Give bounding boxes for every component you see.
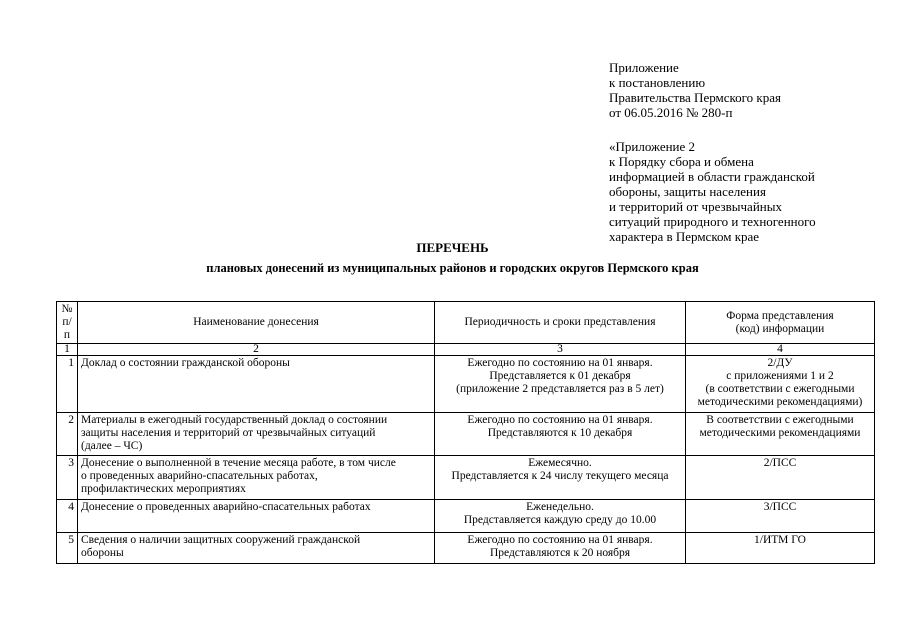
cell-line: В соответствии с ежегодными	[706, 414, 854, 426]
row-num: 5	[57, 533, 78, 564]
column-number: 3	[435, 344, 686, 356]
table-row	[57, 533, 875, 564]
cell-line: обороны	[81, 547, 124, 559]
header-num	[57, 302, 78, 344]
column-number: 1	[57, 344, 78, 356]
appendix-line: к Порядку сбора и обмена	[609, 154, 754, 169]
row-period	[435, 413, 686, 456]
cell-line: с приложениями 1 и 2	[726, 370, 834, 382]
cell-line: Представляется к 24 числу текущего месяца	[451, 470, 669, 482]
header-form	[686, 302, 875, 344]
cell-line: Представляется к 01 декабря	[489, 370, 631, 382]
cell-line: Представляются к 20 ноября	[489, 547, 631, 559]
table-row	[57, 413, 875, 456]
row-name	[78, 413, 435, 456]
header-text: (код) информации	[735, 322, 825, 335]
row-form	[686, 500, 875, 533]
cell-line: (приложение 2 представляется раз в 5 лет)	[456, 383, 664, 395]
document-title: ПЕРЕЧЕНЬ	[416, 240, 489, 255]
row-name	[78, 533, 435, 564]
cell-line: Донесение о проведенных аварийно-спасательных работах	[81, 501, 371, 513]
cell-line: Ежегодно по состоянию на 01 января.	[467, 534, 653, 546]
row-form	[686, 356, 875, 413]
row-name	[78, 456, 435, 500]
table-row	[57, 500, 875, 533]
appendix-line: и территорий от чрезвычайных	[609, 199, 782, 214]
cell-line: (в соответствии с ежегодными	[705, 383, 855, 395]
header-text: №	[61, 303, 73, 315]
row-form	[686, 456, 875, 500]
header-text: Форма представления	[726, 309, 834, 322]
table-header-row	[57, 302, 875, 344]
cell-line: защиты населения и территорий от чрезвычайных ситуаций	[81, 427, 376, 439]
cell-line: 2/ПСС	[763, 457, 797, 469]
appendix-line: «Приложение 2	[609, 139, 696, 154]
row-num: 2	[57, 413, 78, 456]
appendix-line: Приложение	[609, 60, 679, 75]
row-form	[686, 413, 875, 456]
row-name	[78, 500, 435, 533]
row-period	[435, 533, 686, 564]
cell-line: Ежегодно по состоянию на 01 января.	[467, 357, 653, 369]
appendix-line: к постановлению	[609, 75, 706, 90]
header-text: п/п	[62, 316, 72, 341]
reports-table	[56, 301, 875, 564]
cell-line: Ежегодно по состоянию на 01 января.	[467, 414, 653, 426]
cell-line: Доклад о состоянии гражданской обороны	[81, 357, 290, 369]
cell-line: 3/ПСС	[763, 501, 797, 513]
cell-line: 1/ИТМ ГО	[754, 534, 806, 546]
column-number: 2	[78, 344, 435, 356]
cell-line: Сведения о наличии защитных сооружений гражданской	[81, 534, 361, 546]
cell-line: о проведенных аварийно-спасательных работах,	[81, 470, 318, 482]
cell-line: Донесение о выполненной в течение месяца работе, в том числе	[81, 457, 396, 469]
table-row	[57, 456, 875, 500]
row-form	[686, 533, 875, 564]
document-subtitle: плановых донесений из муниципальных районов и городских округов Пермского края	[206, 261, 699, 275]
cell-line: Ежемесячно.	[528, 457, 592, 469]
header-period: Периодичность и сроки представления	[435, 302, 686, 344]
appendix-line: ситуаций природного и техногенного	[609, 214, 816, 229]
row-period	[435, 356, 686, 413]
appendix-line: обороны, защиты населения	[609, 184, 766, 199]
appendix-line: от 06.05.2016 № 280-п	[609, 105, 733, 120]
column-number-row	[57, 344, 875, 356]
appendix-header	[609, 60, 899, 244]
cell-line: Представляются к 10 декабря	[487, 427, 633, 439]
cell-line: Материалы в ежегодный государственный доклад о состоянии	[81, 414, 388, 426]
cell-line: 2/ДУ	[767, 357, 793, 369]
appendix-line: Правительства Пермского края	[609, 90, 781, 105]
header-name: Наименование донесения	[78, 302, 435, 344]
appendix-gap	[609, 120, 899, 139]
appendix-line: характера в Пермском крае	[609, 229, 760, 244]
row-name	[78, 356, 435, 413]
row-num: 3	[57, 456, 78, 500]
cell-line: профилактических мероприятиях	[81, 483, 246, 495]
row-period	[435, 500, 686, 533]
row-num: 1	[57, 356, 78, 413]
row-num: 4	[57, 500, 78, 533]
cell-line: Представляется каждую среду до 10.00	[463, 514, 657, 526]
cell-line: методическими рекомендациями	[699, 427, 861, 439]
appendix-line: информацией в области гражданской	[609, 169, 815, 184]
row-period	[435, 456, 686, 500]
table-row	[57, 356, 875, 413]
cell-line: методическими рекомендациями)	[697, 396, 863, 408]
column-number: 4	[686, 344, 875, 356]
cell-line: (далее – ЧС)	[81, 440, 143, 452]
cell-line: Еженедельно.	[526, 501, 594, 513]
